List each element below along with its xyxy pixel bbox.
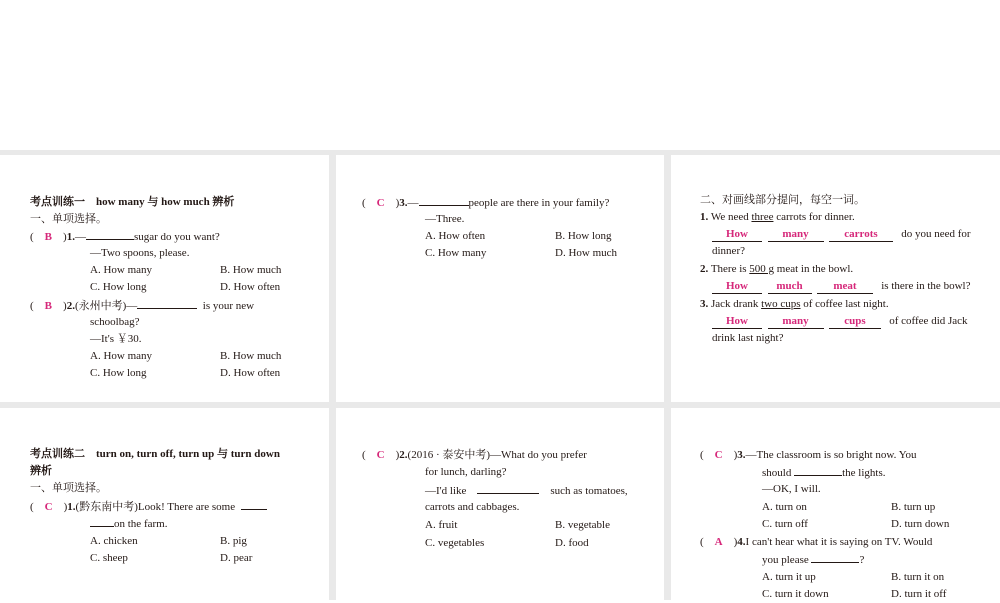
option-c: C. sheep: [90, 552, 128, 564]
answer-fill: How: [712, 315, 762, 329]
sentence-text: of coffee last night.: [800, 298, 889, 310]
underlined-part: three: [751, 211, 774, 223]
panel-exercise-6: [671, 408, 1000, 600]
panel-exercise-3: [671, 155, 1000, 402]
section-instruction: 一、单项选择。: [30, 482, 107, 494]
answer-line-1: [712, 226, 971, 243]
answer-mark: C: [376, 197, 385, 209]
sentence-text: of coffee did Jack: [889, 315, 968, 327]
option-b: B. pig: [220, 535, 247, 547]
answer-mark: A: [714, 536, 723, 548]
answer-fill: How: [712, 228, 762, 242]
answer-line-2: [712, 278, 970, 295]
panel-exercise-2: [336, 155, 664, 402]
sentence-text: Jack drank: [711, 298, 762, 310]
question-stem-cont: [90, 515, 167, 533]
answer-blank: [794, 464, 842, 476]
answer-mark: B: [44, 231, 53, 243]
option-b: B. turn up: [891, 501, 936, 513]
sentence-text: meat in the bowl.: [774, 263, 854, 275]
reply-line: —OK, I will.: [762, 483, 821, 495]
question-stem-cont: [762, 551, 864, 569]
underlined-part: two cups: [761, 298, 801, 310]
question-stem: —: [74, 231, 86, 243]
option-c: C. How long: [90, 367, 147, 379]
answer-blank: [90, 515, 114, 527]
question-stem: —I'd like: [425, 485, 467, 497]
answer-mark: C: [376, 449, 385, 461]
panel-exercise-1: [0, 155, 329, 402]
question-1: ( C )1.(黔东南中考)Look! There are some: [30, 498, 267, 516]
panel-exercise-4: [0, 408, 329, 600]
question-stem: sugar do you want?: [133, 231, 220, 243]
option-d: D. How often: [220, 281, 281, 293]
section-heading-cont: 辨析: [30, 465, 52, 477]
sentence-2: [700, 261, 853, 278]
option-d: D. How often: [220, 367, 281, 379]
question-stem: should: [762, 467, 792, 479]
option-d: D. pear: [220, 552, 253, 564]
question-number: 3.: [700, 298, 709, 310]
question-stem-cont: carrots and cabbages.: [425, 501, 520, 513]
answer-fill: meat: [817, 280, 873, 294]
question-stem-cont: schoolbag?: [90, 316, 140, 328]
option-c: C. turn off: [762, 518, 808, 530]
question-stem: (2016 · 泰安中考)—What do you prefer: [407, 449, 587, 461]
sentence-3: [700, 296, 889, 313]
question-number: 2.: [399, 449, 408, 461]
answer-blank: [86, 228, 134, 240]
underlined-part: 500 g: [749, 263, 775, 275]
answer-fill: much: [768, 280, 812, 294]
question-stem-cont: [425, 482, 628, 500]
answer-fill: many: [768, 315, 824, 329]
answer-blank: [477, 482, 539, 494]
section-instruction: 二、对画线部分提问，每空一词。: [700, 194, 865, 206]
sentence-text: do you need for: [901, 228, 971, 240]
answer-blank: [137, 297, 197, 309]
question-2: ( B )2.(永州中考)— is your new: [30, 297, 254, 315]
option-c: C. How many: [425, 247, 487, 259]
sentence-text: There is: [710, 263, 750, 275]
sentence-text: We need: [710, 211, 752, 223]
option-d: D. turn it off: [891, 588, 947, 600]
panel-exercise-5: [336, 408, 664, 600]
answer-fill: carrots: [829, 228, 893, 242]
section-heading: 考点训练二 turn on, turn off, turn up 与 turn down: [30, 448, 280, 460]
sentence-text: is there in the bowl?: [881, 280, 971, 292]
section-instruction: 一、单项选择。: [30, 213, 107, 225]
question-stem: —The classroom is so bright now. You: [745, 449, 917, 461]
question-3: ( C )3.—The classroom is so bright now. You: [700, 449, 917, 461]
answer-blank: [419, 194, 469, 206]
option-d: D. turn down: [891, 518, 950, 530]
question-number: 1.: [66, 231, 75, 243]
answer-line-3: [712, 313, 968, 330]
question-stem: is your new: [202, 300, 255, 312]
option-b: B. How much: [220, 264, 282, 276]
option-a: A. How often: [425, 230, 486, 242]
reply-line: —It's ￥30.: [90, 333, 142, 345]
question-stem: (永州中考)—: [74, 300, 138, 312]
question-number: 4.: [737, 536, 746, 548]
option-a: A. fruit: [425, 519, 458, 531]
question-stem: I can't hear what it is saying on TV. Would: [745, 536, 933, 548]
question-stem-cont: for lunch, darling?: [425, 466, 507, 478]
question-2: ( C )2.(2016 · 泰安中考)—What do you prefer: [362, 449, 587, 461]
option-b: B. How much: [220, 350, 282, 362]
question-stem-cont: [762, 464, 885, 482]
question-stem: —: [407, 197, 419, 209]
question-number: 3.: [737, 449, 746, 461]
question-number: 2.: [700, 263, 709, 275]
question-number: 1.: [67, 501, 76, 513]
question-stem: (黔东南中考)Look! There are some: [75, 501, 236, 513]
answer-mark: C: [714, 449, 723, 461]
question-1: ( B )1.— sugar do you want?: [30, 228, 220, 246]
section-heading: 考点训练一 how many 与 how much 辨析: [30, 196, 235, 208]
question-3: ( C )3.— people are there in your family?: [362, 194, 609, 212]
question-stem: you please: [762, 554, 809, 566]
question-4: ( A )4.I can't hear what it is saying on TV. Would: [700, 536, 933, 548]
question-stem: ?: [859, 554, 865, 566]
question-stem: on the farm.: [114, 518, 168, 530]
question-number: 1.: [700, 211, 709, 223]
reply-line: —Three.: [425, 213, 465, 225]
question-number: 3.: [399, 197, 408, 209]
answer-mark: B: [44, 300, 53, 312]
question-stem: such as tomatoes,: [550, 485, 628, 497]
option-c: C. How long: [90, 281, 147, 293]
option-a: A. turn on: [762, 501, 807, 513]
answer-blank: [241, 498, 267, 510]
option-c: C. turn it down: [762, 588, 829, 600]
question-number: 2.: [66, 300, 75, 312]
option-a: A. turn it up: [762, 571, 816, 583]
sentence-1: [700, 209, 855, 226]
option-d: D. How much: [555, 247, 618, 259]
reply-line: —Two spoons, please.: [90, 247, 190, 259]
option-b: B. turn it on: [891, 571, 945, 583]
option-a: A. How many: [90, 264, 153, 276]
answer-fill: many: [768, 228, 824, 242]
option-c: C. vegetables: [425, 537, 485, 549]
sentence-text: drink last night?: [712, 332, 784, 344]
sentence-text: carrots for dinner.: [773, 211, 855, 223]
option-d: D. food: [555, 537, 589, 549]
answer-fill: How: [712, 280, 762, 294]
sentence-text: dinner?: [712, 245, 745, 257]
question-stem: people are there in your family?: [468, 197, 610, 209]
option-a: A. How many: [90, 350, 153, 362]
answer-mark: C: [44, 501, 53, 513]
option-a: A. chicken: [90, 535, 138, 547]
option-b: B. vegetable: [555, 519, 610, 531]
answer-fill: cups: [829, 315, 881, 329]
answer-blank: [811, 551, 859, 563]
option-b: B. How long: [555, 230, 612, 242]
question-stem: the lights.: [842, 467, 886, 479]
